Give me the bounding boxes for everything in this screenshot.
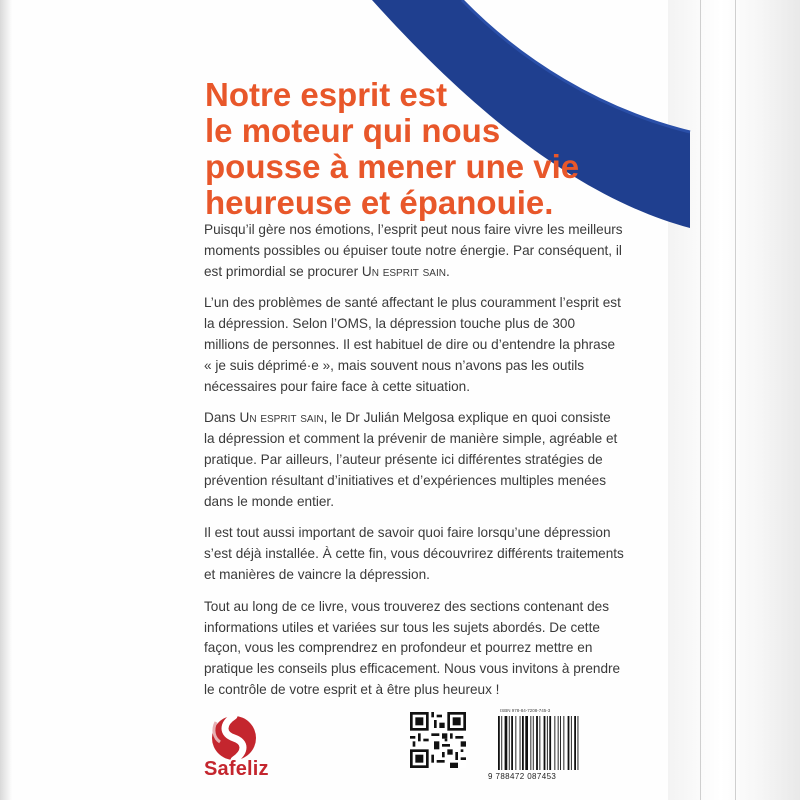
qr-code <box>410 712 466 768</box>
headline-line: pousse à mener une vie <box>205 148 580 185</box>
barcode-bar <box>558 716 559 770</box>
barcode-bar <box>511 716 513 770</box>
barcode-bar <box>536 716 538 770</box>
barcode-bar <box>578 716 579 770</box>
blurb-paragraph: L’un des problèmes de santé affectant le plus couramment l’esprit est la dépression. Selon l’OMS, la dépression touche plus de 300 millions de personnes. Il est habituel de dire ou d’entendre la phrase « je suis déprimé·e », mais souvent nous n’avons pas les outils nécessaires pour faire face à cette situation. <box>204 295 621 394</box>
barcode-bar <box>568 716 570 770</box>
isbn-number: 9 788472 087453 <box>488 772 557 781</box>
headline-line: heureuse et épanouie. <box>205 184 554 221</box>
barcode-bar <box>574 716 576 770</box>
barcode-bar <box>501 716 502 770</box>
blurb-paragraph <box>204 408 624 512</box>
barcode-bar <box>520 716 521 770</box>
text-run: Puisqu’il gère nos émotions, l’esprit peut nous faire vivre les meilleurs moments possibles ou épuiser toute notre énergie. Par conséquent, il est primordial se procurer <box>204 222 623 279</box>
isbn-label: ISBN 978-84-7208-745-3 <box>500 708 551 713</box>
barcode-bars <box>488 716 598 772</box>
barcode-bar <box>530 716 531 770</box>
book-title: Un esprit sain <box>239 410 324 426</box>
barcode-bar <box>563 716 564 770</box>
text-run: , le Dr Julián Melgosa explique en quoi consiste la dépression et comment la prévenir de manière simple, agréable et pratique. Par ailleurs, l’auteur présente ici différentes stratégies de prévention résultant d’initiatives et d’expériences multiples menées dans le monde entier. <box>204 410 618 509</box>
blurb-paragraph <box>204 220 624 282</box>
text-run: . <box>445 263 450 279</box>
barcode-bar <box>547 716 548 770</box>
barcode-bar <box>525 716 528 770</box>
barcode-bar <box>554 716 555 770</box>
barcode-bar <box>571 716 572 770</box>
blurb-text <box>204 220 624 712</box>
barcode-bar <box>505 716 508 770</box>
blurb-paragraph: Il est tout aussi important de savoir quoi faire lorsqu’une dépression s’est déjà installée. À cette fin, vous découvrirez différents traitements et manières de vaincre la dépression. <box>204 525 624 582</box>
isbn-barcode <box>488 708 598 784</box>
barcode-bar <box>560 716 561 770</box>
barcode-bar <box>544 716 546 770</box>
barcode-bar <box>515 716 516 770</box>
book-title: Un esprit sain <box>361 263 446 279</box>
headline-line: le moteur qui nous <box>205 112 501 149</box>
barcode-bar <box>549 716 551 770</box>
text-run: Dans <box>204 410 240 426</box>
barcode-bar <box>509 716 510 770</box>
blurb-paragraph: Tout au long de ce livre, vous trouverez des sections contenant des informations utiles et variées sur tous les sujets abordés. De cette façon, vous les comprendrez en profondeur et pourrez mettre en pratique les conseils plus efficacement. Nous vous invitons à prendre le contrôle de votre esprit et à être plus heureux ! <box>204 598 621 697</box>
barcode-bar <box>522 716 524 770</box>
publisher-name: Safeliz <box>204 758 269 780</box>
headline-line: Notre esprit est <box>205 76 448 113</box>
barcode-bar <box>533 716 534 770</box>
headline <box>205 77 645 221</box>
barcode-bar <box>498 716 500 770</box>
barcode-bar <box>539 716 540 770</box>
